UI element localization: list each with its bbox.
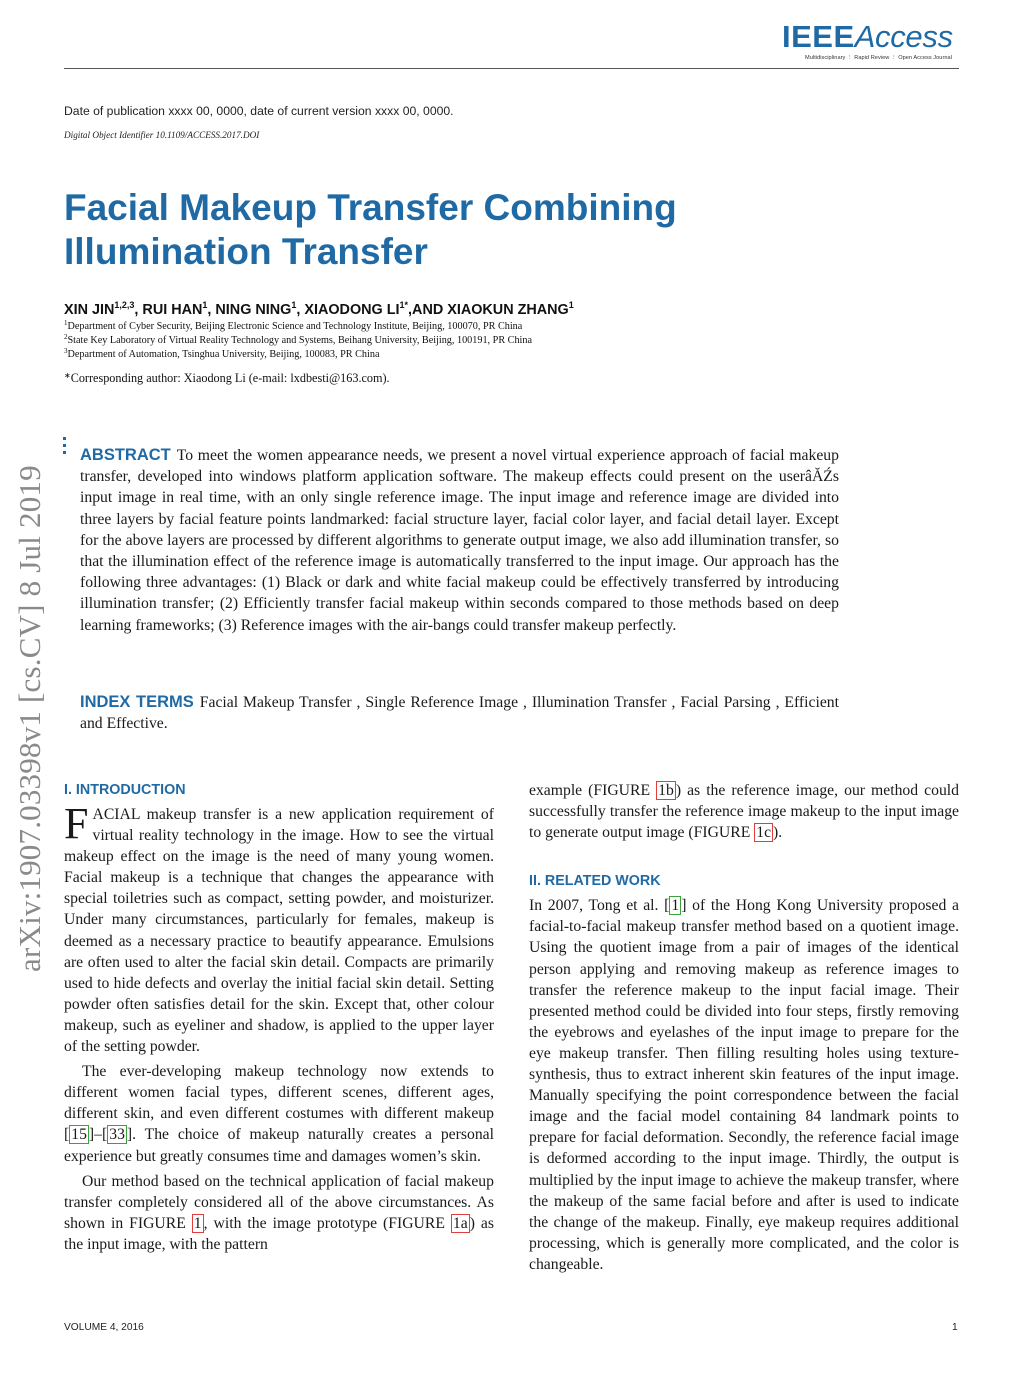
index-terms xyxy=(80,692,839,734)
footer-volume: VOLUME 4, 2016 xyxy=(64,1322,144,1333)
intro-p1-text: ACIAL makeup transfer is a new application requirement of virtual reality technology in the image. How to see the virtual makeup effect on the image is the need of many young women. Facial makeup is a technique that changes the appearance with special toiletries such as compact, setting powder, and moisturizer. Under many circumstances, particularly for females, makeup is deemed as a necessary practice to beautify appearance. Emulsions are often used to alter the facial skin detail. Compacts are primarily used to hide defects and overlay the initial facial skin detail. Setting powder often satisfies detail for the skin. Except that, other colour makeup, such as eyeliner and shadow, is applied to the upper layer of the setting powder. xyxy=(64,806,494,1056)
author-name: XIN JIN xyxy=(64,302,115,318)
intro-p2-text: ]–[ xyxy=(88,1126,108,1144)
intro-p3-text: , with the image prototype (FIGURE xyxy=(203,1214,451,1232)
related-paragraph xyxy=(529,895,959,1275)
index-terms-label: INDEX TERMS xyxy=(80,693,194,711)
intro-p3-text: Our method based on the technical application of facial makeup transfer completely considered all of the above circumstances. As shown in FIGURE xyxy=(64,1172,494,1232)
footer-page-number: 1 xyxy=(952,1322,958,1333)
intro-paragraph-3 xyxy=(64,1171,494,1255)
intro-p2-text: The ever-developing makeup technology now extends to different women facial types, different scenes, different ages, different skin, and even different costumes with different makeup [ xyxy=(64,1063,494,1144)
author-list xyxy=(64,302,574,318)
index-terms-text: Facial Makeup Transfer , Single Reference Image , Illumination Transfer , Facial Parsing , Efficient and Effective. xyxy=(80,694,839,733)
corresponding-sup: ∗ xyxy=(64,371,71,380)
author-name: RUI HAN xyxy=(142,302,203,318)
author-name: AND XIAOKUN ZHANG xyxy=(412,302,569,318)
abstract-marker-dots xyxy=(63,437,67,458)
figure-link[interactable]: 1b xyxy=(658,782,674,799)
author-name: XIAODONG LI xyxy=(304,302,400,318)
figure-link[interactable]: 1a xyxy=(452,1214,468,1232)
publication-date: Date of publication xxxx 00, 0000, date of current version xxxx 00, 0000. xyxy=(64,104,454,118)
intro-p3-text: ) as the input image, with the pattern xyxy=(64,1214,495,1253)
author-affil-sup: 1,2,3 xyxy=(114,300,135,310)
author-affil-sup: 1 xyxy=(568,300,574,310)
logo-brand-italic: Access xyxy=(854,19,953,54)
author-name: NING NING xyxy=(215,302,292,318)
arxiv-stamp: arXiv:1907.03398v1 [cs.CV] 8 Jul 2019 xyxy=(12,465,47,972)
affiliation-text: Department of Automation, Tsinghua University, Beijing, 100083, PR China xyxy=(67,349,380,360)
figure-link[interactable]: 1 xyxy=(193,1214,202,1232)
citation-link[interactable]: 33 xyxy=(109,1126,125,1144)
affiliation-3 xyxy=(64,349,379,360)
paper-title xyxy=(64,186,924,274)
right-column xyxy=(529,780,959,1275)
intro-continuation xyxy=(529,780,959,843)
section-heading-introduction: I. INTRODUCTION xyxy=(64,782,186,798)
affiliation-text: Department of Cyber Security, Beijing Electronic Science and Technology Institute, Beijing, 100070, PR China xyxy=(67,321,523,332)
abstract-label: ABSTRACT xyxy=(80,446,171,464)
affiliation-text: State Key Laboratory of Virtual Reality Technology and Systems, Beihang University, Beijing, 100191, PR China xyxy=(67,335,532,346)
related-text: ] of the Hong Kong University proposed a facial-to-facial makeup transfer method based on a quotient image. Using the quotient image from a pair of images of the identical person applying and removing makeup as reference images to transfer the reference makeup to the input facial image. Their presented method could be divided into four steps, firstly removing the eyebrows and eyelashes of the input image to prepare for the eye makeup transfer. Then filling resulting holes using texture-synthesis, thus to extract inherent skin features of the input image. Manually specifying the point correspondence between the facial image and the facial model containing 84 landmark points to prepare for facial deformation. Secondly, the reference facial image is deformed according to the input image. Thirdly, the output is multiplied by the input image to achieve the makeup transfer, where the makeup of the same facial before and after is used to indicate the change of the makeup. Finally, eye makeup requires additional processing, which is generally more complicated, and the color is changeable. xyxy=(529,897,959,1273)
intro-paragraph-1 xyxy=(64,799,494,1057)
author-affil-sup: 1* xyxy=(399,300,409,310)
drop-cap: F xyxy=(64,799,89,848)
doi-line: Digital Object Identifier 10.1109/ACCESS.2017.DOI xyxy=(64,130,260,140)
ieee-access-logo xyxy=(782,20,952,61)
intro-cont-text: ). xyxy=(773,824,783,842)
corresponding-text: Corresponding author: Xiaodong Li (e-mail: lxdbesti@163.com). xyxy=(70,371,390,385)
author-affil-sup: 1 xyxy=(291,300,297,310)
logo-brand-bold: IEEE xyxy=(782,19,855,54)
abstract xyxy=(80,445,839,636)
citation-link[interactable]: 15 xyxy=(71,1126,87,1144)
intro-p2-text: ]. The choice of makeup naturally creates a personal experience but greatly consumes time and damages women’s skin. xyxy=(64,1126,494,1165)
affiliation-sup: 2 xyxy=(64,333,68,341)
affiliation-sup: 3 xyxy=(64,347,68,355)
author-affil-sup: 1 xyxy=(202,300,208,310)
abstract-text: To meet the women appearance needs, we present a novel virtual experience approach of facial makeup transfer, developed into windows platform application software. The makeup effects could present on the userâĂŹs input image in real time, with an only single reference image. The input image and reference image are divided into three layers by facial feature points landmarked: facial structure layer, facial color layer, and facial detail layer. Except for the above layers are processed by different algorithms to generate output image, we also add illumination transfer, so that the illumination effect of the reference image is automatically transferred to the input image. Our approach has the following three advantages: (1) Black or dark and white facial makeup could be effectively transferred by introducing illumination transfer; (2) Efficiently transfer facial makeup within seconds compared to those methods based on deep learning frameworks; (3) Reference images with the air-bangs could transfer makeup perfectly. xyxy=(80,447,839,634)
author-separator: , xyxy=(207,302,216,318)
affiliation-1 xyxy=(64,321,522,332)
citation-link[interactable]: 1 xyxy=(671,897,680,915)
intro-cont-text: example (FIGURE xyxy=(529,782,657,799)
related-text: In 2007, Tong et al. [ xyxy=(529,897,670,915)
title-line-1: Facial Makeup Transfer Combining xyxy=(64,187,677,228)
left-column xyxy=(64,780,494,1255)
author-separator: , xyxy=(408,302,413,318)
author-separator: , xyxy=(296,302,305,318)
header-rule xyxy=(64,68,959,69)
logo-tagline: Multidisciplinary ⋮ Rapid Review ⋮ Open Access Journal xyxy=(805,55,952,61)
section-heading-related-work: II. RELATED WORK xyxy=(529,873,661,890)
intro-cont-text: ) as the reference image, our method could successfully transfer the reference image makeup to the input image to generate output image (FIGURE xyxy=(529,782,960,842)
affiliation-2 xyxy=(64,335,532,346)
figure-link[interactable]: 1c xyxy=(756,824,772,842)
corresponding-author xyxy=(64,371,390,386)
author-separator: , xyxy=(134,302,143,318)
affiliation-sup: 1 xyxy=(64,319,68,327)
title-line-2: Illumination Transfer xyxy=(64,231,428,272)
intro-paragraph-2 xyxy=(64,1061,494,1166)
